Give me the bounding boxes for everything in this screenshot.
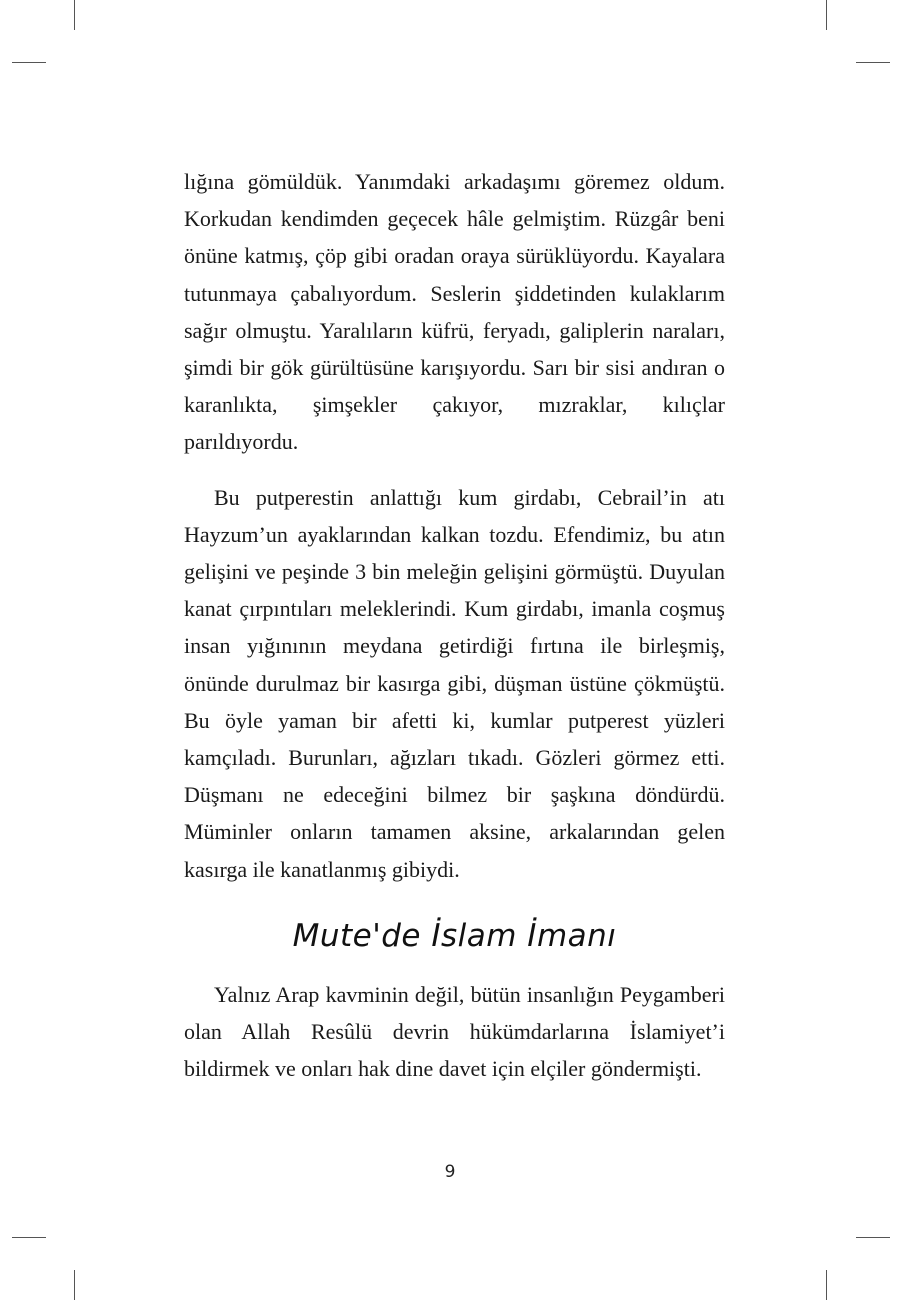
paragraph-continuation: lığına gömüldük. Yanımdaki arkadaşımı göremez oldum. Korkudan kendimden geçecek hâle gelmiştim. Rüzgâr beni önüne katmış, çöp gibi oradan oraya sürüklüyordu. Kayalara tutunmaya çabalıyordum. Seslerin şiddetinden kulaklarım sağır olmuştu. Yaralıların küfrü, feryadı, galiplerin naraları, şimdi bir gök gürültüsüne karışıyordu. Sarı bir sisi andıran o karanlıkta, şimşekler çakıyor, mızraklar, kılıçlar parıldıyordu.	[184, 169, 725, 455]
paragraph-envoys: Yalnız Arap kavminin değil, bütün insanlığın Peygamberi olan Allah Resûlü devrin hükümdarlarına İslamiyet’i bildirmek ve onları hak dine davet için elçiler göndermişti.	[184, 981, 725, 1082]
crop-mark-bottom-right-h	[856, 1237, 890, 1238]
crop-mark-top-left	[74, 0, 75, 30]
page-number: 9	[444, 1162, 456, 1182]
crop-mark-bottom-left	[74, 1270, 75, 1300]
crop-mark-bottom-right	[826, 1270, 827, 1300]
section-heading: Mute'de İslam İmanı	[292, 917, 617, 954]
crop-mark-bottom-left-h	[12, 1237, 46, 1238]
paragraph-sand-whirl: Bu putperestin anlattığı kum girdabı, Cebrail’in atı Hayzum’un ayaklarından kalkan tozdu. Efendimiz, bu atın gelişini ve peşinde 3 bin meleğin gelişini görmüştü. Duyulan kanat çırpıntıları meleklerindi. Kum girdabı, imanla coşmuş insan yığınının meydana getirdiği fırtına ile birleşmiş, önünde durulmaz bir kasırga gibi, düşman üstüne çökmüştü. Bu öyle yaman bir afetti ki, kumlar putperest yüzleri kamçıladı. Burunları, ağızları tıkadı. Gözleri görmez etti. Düşmanı ne edeceğini bilmez bir şaşkına döndürdü. Müminler onların tamamen aksine, arkalarından gelen kasırga ile kanatlanmış gibiydi.	[184, 484, 725, 882]
crop-mark-top-right-h	[856, 62, 890, 63]
crop-mark-top-left-h	[12, 62, 46, 63]
page-body	[184, 163, 725, 1087]
crop-mark-top-right	[826, 0, 827, 30]
